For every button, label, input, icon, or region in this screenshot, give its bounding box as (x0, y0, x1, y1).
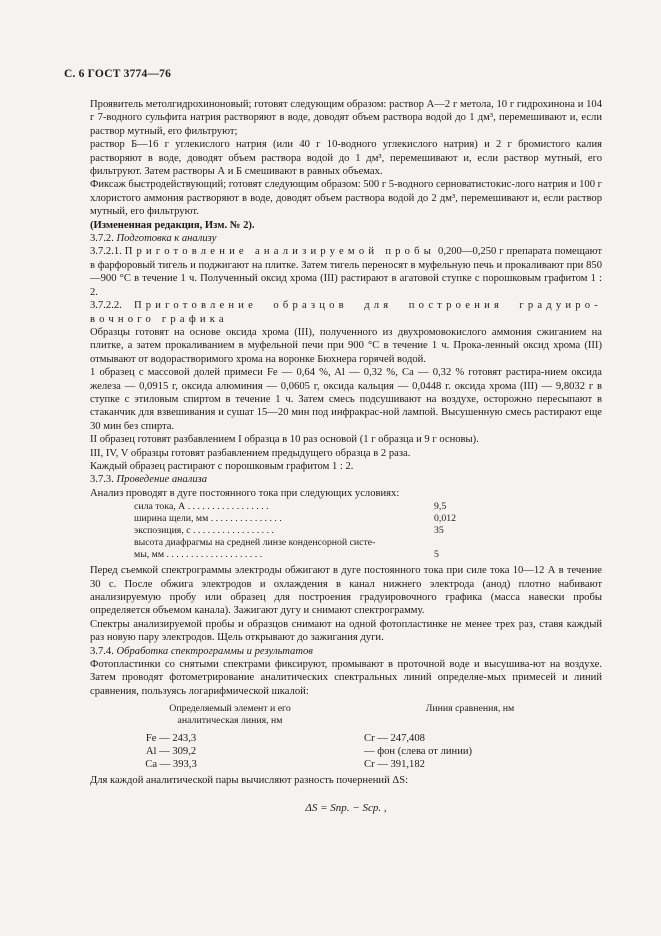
paragraph: II образец готовят разбавлением I образца в 10 раз основой (1 г образца и 9 г основы). (90, 434, 479, 446)
paragraph: Анализ проводят в дуге постоянного тока при следующих условиях: (90, 487, 400, 499)
subsection (90, 299, 602, 326)
condition-value: 5 (434, 549, 439, 561)
reference-line: Cr — 391,182 (364, 759, 425, 771)
condition-row (134, 501, 602, 513)
analytical-line: Al — 309,2 (145, 746, 197, 758)
section-heading (90, 232, 602, 245)
section-number: 3.7.2.1. (90, 246, 122, 258)
column-header: аналитическая линия, нм (177, 715, 283, 727)
condition-name: высота диафрагмы на средней линзе конденсорной систе- (134, 537, 376, 549)
analytical-line: Ca — 393,3 (145, 759, 197, 771)
paragraph: Перед съемкой спектрограммы электроды обжигают в дуге постоянного тока при силе тока 10—12 А в течение 30 с. После обжига электродов и охлаждения в канал нижнего электрода (анод) плотно набивают анализируемую пробу или образец для построения градуировочного графика (масса навески пробы определяется объемом канала). Зажигают дугу и снимают спектрограмму. (90, 565, 602, 617)
section-title: Обработка спектрограммы и результатов (116, 645, 313, 657)
condition-value: 35 (434, 525, 444, 537)
paragraph: раствор Б—16 г углекислого натрия (или 40 г 10-водного углекислого натрия) и 2 г бромистого калия растворяют в воде, доводят объем раствора водой до 1 дм³, перемешивают и, если раствор мутный, его фильтруют. Затем растворы А и Б смешивают в равных объемах. (90, 139, 602, 178)
condition-row (134, 549, 602, 561)
condition-name: ширина щели, мм . . . . . . . . . . . . . . . (134, 513, 282, 525)
lines-table-header (90, 703, 602, 727)
reference-line: Cr — 247,408 (364, 733, 425, 745)
condition-name: мы, мм . . . . . . . . . . . . . . . . . . . . (134, 549, 263, 561)
formula: ΔS = Sпр. − Sср. , (305, 801, 387, 814)
section-number: 3.7.2.2. (90, 300, 122, 312)
document-body (90, 98, 602, 815)
table-row (90, 758, 602, 771)
subsection (90, 245, 602, 299)
condition-row (134, 525, 602, 537)
paragraph: Для каждой аналитической пары вычисляют разность почернений ΔS: (90, 775, 409, 787)
paragraph: Фотопластинки со снятыми спектрами фиксируют, промывают в проточной воде и высушива-ют на воздухе. Затем проводят фотометрирование аналитических спектральных линий определяе-мых примесей и линий сравнения, пользуясь логарифмической шкалой: (90, 659, 602, 697)
paragraph: Фиксаж быстродействующий; готовят следующим образом: 500 г 5-водного серноватистокис-лого натрия и 100 г хлористого аммония растворяют в воде, доводят объем раствора водой до 2 дм³, перемешивают и, если раствор мутный, его фильтруют. (90, 179, 603, 218)
section-title: Приготовление анализируемой пробы (124, 246, 436, 258)
column-header: Линия сравнения, нм (425, 703, 515, 715)
condition-name: экспозиция, с . . . . . . . . . . . . . . . . . (134, 525, 274, 537)
section-text: 0,200—0,250 г препарата помещают в фарфоровый тигель и поджигают на плитке. Затем тигель переносят в муфельную печь и прокаливают при 850—900 °С в течение 1 ч. Полученный оксид хрома (III) растирают в агатовой ступке с порошковым графитом 1 : 2. (90, 246, 603, 298)
conditions-list (134, 501, 602, 561)
condition-value: 0,012 (434, 513, 457, 525)
section-number: 3.7.3. (90, 474, 114, 486)
condition-row (134, 537, 602, 549)
section-number: 3.7.2. (90, 233, 114, 245)
condition-value (434, 537, 494, 549)
section-title: Подготовка к анализу (116, 233, 217, 245)
condition-row (134, 513, 602, 525)
section-title: Проведение анализа (116, 474, 208, 486)
section-number: 3.7.4. (90, 645, 114, 657)
paragraph: Каждый образец растирают с порошковым графитом 1 : 2. (90, 460, 354, 472)
section-title: Приготовление образцов для построения градуиро-вочного графика (90, 300, 602, 325)
condition-name: сила тока, А . . . . . . . . . . . . . . . . . (134, 501, 269, 513)
page-header: С. 6 ГОСТ 3774—76 (64, 68, 172, 80)
paragraph: Проявитель метолгидрохиноновый; готовят следующим образом: раствор А—2 г метола, 10 г гидрохинона и 104 г 7-водного сульфита натрия растворяют в воде, доводят объем раствора водой до 1 дм³, перемешивают и, если раствор мутный, его фильтруют; (90, 99, 602, 137)
condition-value: 9,5 (434, 501, 447, 513)
paragraph: 1 образец с массовой долей примеси Fe — 0,64 %, Al — 0,32 %, Ca — 0,32 % готовят растира-нием оксида железа — 0,0915 г, оксида алюминия — 0,0605 г, оксида кальция — 0,0448 г. оксида хрома (III) — 9,8032 г в ступке с этиловым спиртом в течение 1 ч. Затем смесь подсушивают на воздухе, осторожно пересыпают в стаканчик для взвешивания и сушат 15—20 мин под инфракрас-ной лампой. Высушенную смесь растирают еще 30 мин без спирта. (90, 367, 602, 432)
table-row (90, 732, 602, 745)
amendment-note: (Измененная редакция, Изм. № 2). (90, 219, 255, 231)
section-heading (90, 645, 602, 658)
column-header: Определяемый элемент и его (169, 703, 291, 715)
analytical-line: Fe — 243,3 (145, 733, 197, 745)
lines-table (90, 732, 602, 771)
reference-line: — фон (слева от линии) (364, 746, 473, 758)
paragraph: III, IV, V образцы готовят разбавлением предыдущего образца в 2 раза. (90, 447, 411, 459)
paragraph: Образцы готовят на основе оксида хрома (III), полученного из двухромовокислого аммония сжиганием на плитке, а затем прокаливанием в муфельной печи при 900 °С в течение 1 ч. Прока-ленный оксид хрома (III) отмывают от водорастворимого хрома на воронке Бюхнера горячей водой. (90, 326, 602, 365)
section-heading (90, 473, 602, 486)
table-row (90, 745, 602, 758)
paragraph: Спектры анализируемой пробы и образцов снимают на одной фотопластинке не менее трех раз, ставя каждый раз новую пару электродов. Щель открывают до зажигания дуги. (90, 618, 602, 644)
